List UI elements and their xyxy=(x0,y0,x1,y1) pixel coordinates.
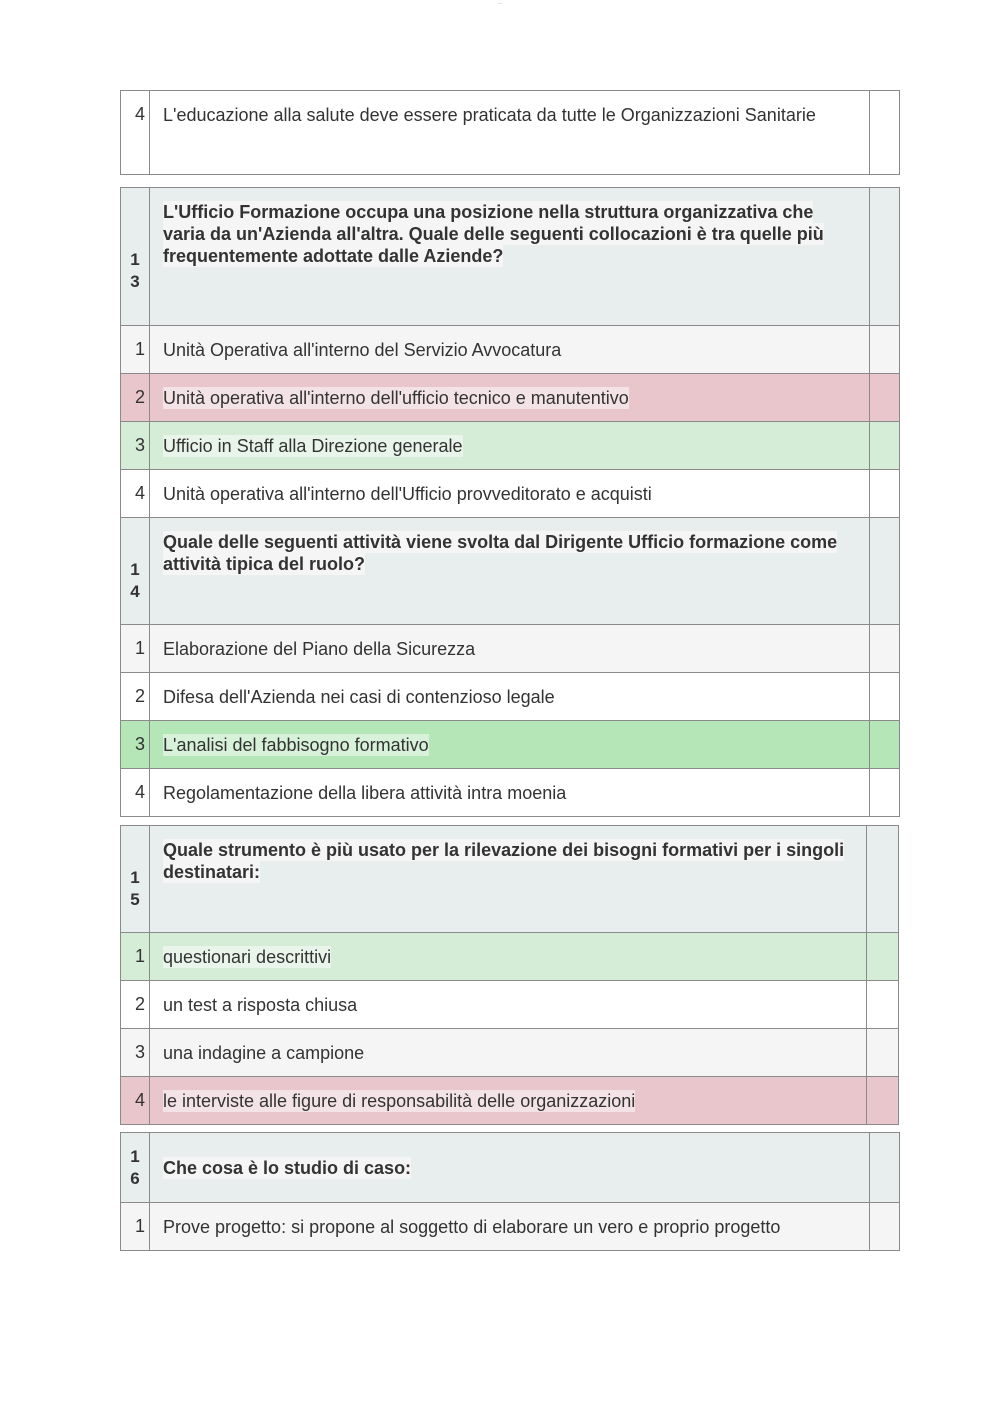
option-mark-cell xyxy=(870,769,900,817)
option-text: una indagine a campione xyxy=(150,1029,867,1077)
question-mark-cell xyxy=(870,188,900,326)
option-text: L'analisi del fabbisogno formativo xyxy=(150,721,870,769)
option-mark-cell xyxy=(870,721,900,769)
option-text xyxy=(150,91,870,175)
option-number: 2 xyxy=(121,374,150,422)
option-text: le interviste alle figure di responsabilità delle organizzazioni xyxy=(150,1077,867,1125)
option-number: 1 xyxy=(121,1203,150,1251)
answer-option-correct[interactable] xyxy=(121,721,900,769)
answer-option[interactable] xyxy=(121,981,899,1029)
option-mark-cell xyxy=(867,933,899,981)
option-number: 1 xyxy=(121,326,150,374)
question-number: 1 3 xyxy=(121,188,150,326)
answer-option[interactable] xyxy=(121,326,900,374)
option-mark-cell xyxy=(870,1203,900,1251)
question-row xyxy=(121,518,900,625)
question-table-15 xyxy=(120,825,899,1125)
option-mark-cell xyxy=(870,91,900,175)
answer-option[interactable] xyxy=(121,1203,900,1251)
option-mark-cell xyxy=(867,1077,899,1125)
question-number: 1 6 xyxy=(121,1133,150,1203)
option-number: 1 xyxy=(121,625,150,673)
option-number: 1 xyxy=(121,933,150,981)
option-mark-cell xyxy=(867,1029,899,1077)
option-text: Prove progetto: si propone al soggetto di elaborare un vero e proprio progetto xyxy=(150,1203,870,1251)
option-text: Unità operativa all'interno dell'Ufficio provveditorato e acquisti xyxy=(150,470,870,518)
option-number: 3 xyxy=(121,721,150,769)
question-text-label: Quale delle seguenti attività viene svolta dal Dirigente Ufficio formazione come attività tipica del ruolo? xyxy=(163,532,838,574)
question-table-14 xyxy=(120,517,900,817)
question-table-13 xyxy=(120,187,900,518)
question-table-16 xyxy=(120,1132,900,1251)
option-text-label: L'educazione alla salute deve essere praticata da tutte le Organizzazioni Sanitarie xyxy=(163,105,816,125)
option-text: Difesa dell'Azienda nei casi di contenzioso legale xyxy=(150,673,870,721)
question-text-label: L'Ufficio Formazione occupa una posizione nella struttura organizzativa che varia da un'Azienda all'altra. Quale delle seguenti collocazioni è tra quelle più frequentemente adottate dalle Aziende? xyxy=(163,202,824,266)
question-row xyxy=(121,826,899,933)
option-number: 3 xyxy=(121,422,150,470)
option-text: Elaborazione del Piano della Sicurezza xyxy=(150,625,870,673)
answer-option[interactable] xyxy=(121,625,900,673)
option-text: Unità Operativa all'interno del Servizio Avvocatura xyxy=(150,326,870,374)
option-number: 3 xyxy=(121,1029,150,1077)
answer-option-correct[interactable] xyxy=(121,933,899,981)
question-text xyxy=(150,518,870,625)
question-text xyxy=(150,188,870,326)
option-text: Regolamentazione della libera attività intra moenia xyxy=(150,769,870,817)
option-text: un test a risposta chiusa xyxy=(150,981,867,1029)
option-mark-cell xyxy=(870,625,900,673)
answer-option[interactable] xyxy=(121,673,900,721)
option-mark-cell xyxy=(870,422,900,470)
question-text xyxy=(150,1133,870,1203)
question-number: 1 4 xyxy=(121,518,150,625)
option-mark-cell xyxy=(870,470,900,518)
option-number: 4 xyxy=(121,91,150,175)
question-text-label: Che cosa è lo studio di caso: xyxy=(163,1157,412,1178)
option-mark-cell xyxy=(870,374,900,422)
answer-option-wrong[interactable] xyxy=(121,374,900,422)
option-text: questionari descrittivi xyxy=(150,933,867,981)
question-text xyxy=(150,826,867,933)
option-number: 4 xyxy=(121,769,150,817)
question-mark-cell xyxy=(870,518,900,625)
option-mark-cell xyxy=(870,326,900,374)
answer-option[interactable] xyxy=(121,1029,899,1077)
option-text: Ufficio in Staff alla Direzione generale xyxy=(150,422,870,470)
answer-option-wrong[interactable] xyxy=(121,1077,899,1125)
question-number: 1 5 xyxy=(121,826,150,933)
question-mark-cell xyxy=(867,826,899,933)
question-text-label: Quale strumento è più usato per la rilevazione dei bisogni formativi per i singoli destinatari: xyxy=(163,840,845,882)
option-number: 2 xyxy=(121,981,150,1029)
option-number: 4 xyxy=(121,470,150,518)
question-row xyxy=(121,1133,900,1203)
option-text: Unità operativa all'interno dell'ufficio tecnico e manutentivo xyxy=(150,374,870,422)
answer-option-correct[interactable] xyxy=(121,422,900,470)
answer-option[interactable] xyxy=(121,470,900,518)
answer-option[interactable] xyxy=(121,769,900,817)
option-mark-cell xyxy=(867,981,899,1029)
option-number: 2 xyxy=(121,673,150,721)
question-table-continued xyxy=(120,90,900,175)
page-header-mark: ... xyxy=(497,0,503,6)
question-mark-cell xyxy=(870,1133,900,1203)
option-number: 4 xyxy=(121,1077,150,1125)
option-mark-cell xyxy=(870,673,900,721)
question-row xyxy=(121,188,900,326)
answer-option[interactable] xyxy=(121,91,900,175)
